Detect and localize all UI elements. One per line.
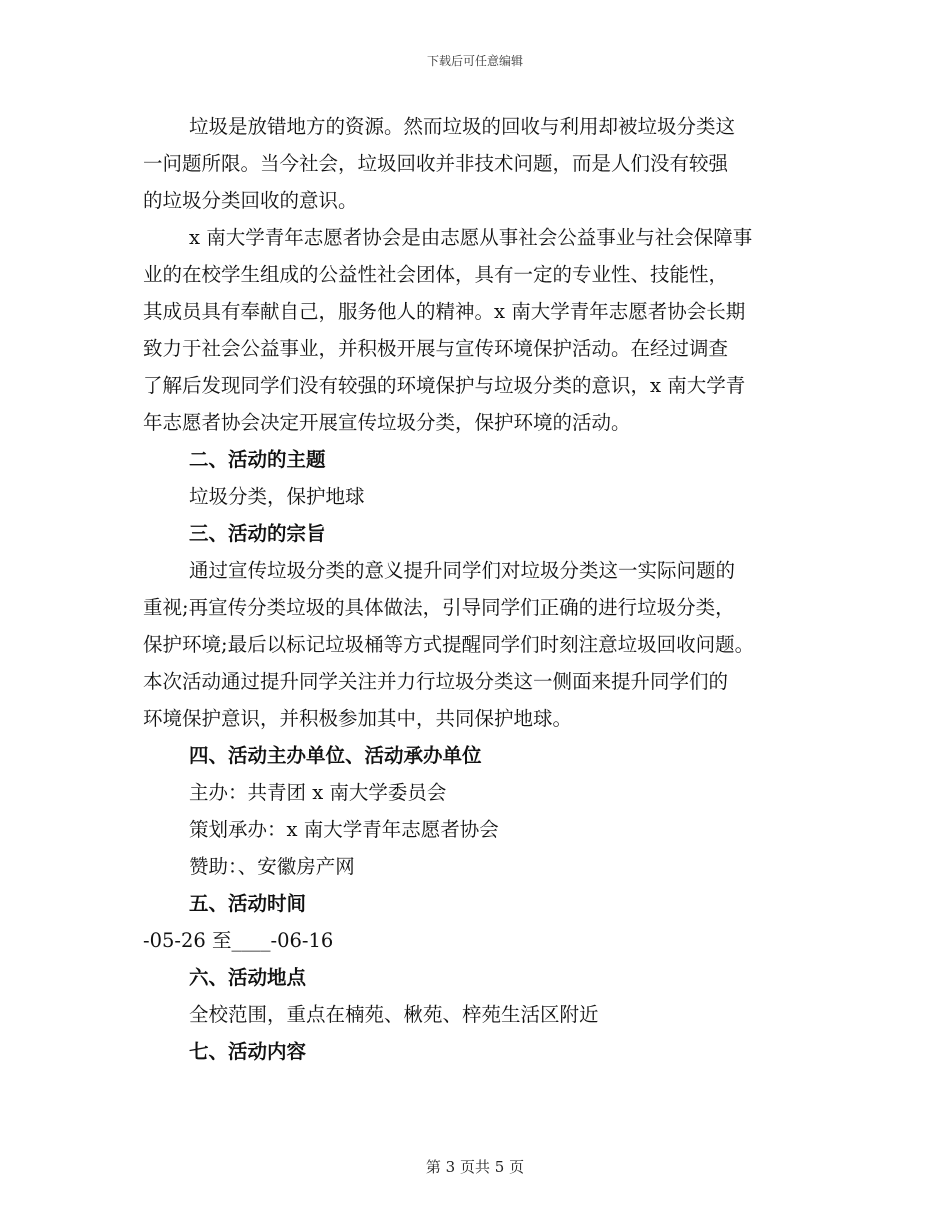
paragraph-line: 通过宣传垃圾分类的意义提升同学们对垃圾分类这一实际问题的: [189, 559, 736, 582]
paragraph-line: 重视;再宣传分类垃圾的具体做法，引导同学们正确的进行垃圾分类，: [143, 596, 735, 619]
section-heading-purpose: 三、活动的宗旨: [189, 522, 326, 545]
paragraph-line: 致力于社会公益事业，并积极开展与宣传环境保护活动。在经过调查: [143, 337, 729, 360]
paragraph-line: 主办：共青团 x 南大学委员会: [189, 781, 447, 804]
paragraph-line: 策划承办：x 南大学青年志愿者协会: [189, 818, 499, 841]
section-heading-organizers: 四、活动主办单位、活动承办单位: [189, 744, 482, 767]
section-heading-content: 七、活动内容: [189, 1040, 307, 1063]
paragraph-line: x 南大学青年志愿者协会是由志愿从事社会公益事业与社会保障事: [189, 226, 753, 249]
paragraph-line: 环境保护意识，并积极参加其中，共同保护地球。: [143, 707, 573, 730]
paragraph-line: 业的在校学生组成的公益性社会团体，具有一定的专业性、技能性，: [143, 263, 729, 286]
paragraph-line: 年志愿者协会决定开展宣传垃圾分类，保护环境的活动。: [143, 411, 631, 434]
paragraph-line: 本次活动通过提升同学关注并力行垃圾分类这一侧面来提升同学们的: [143, 670, 729, 693]
paragraph-line: 全校范围，重点在楠苑、楸苑、梓苑生活区附近: [189, 1003, 599, 1026]
paragraph-line: 其成员具有奉献自己，服务他人的精神。x 南大学青年志愿者协会长期: [143, 300, 746, 323]
paragraph-line: 垃圾是放错地方的资源。然而垃圾的回收与利用却被垃圾分类这: [189, 115, 736, 138]
page-header: 下载后可任意编辑: [426, 54, 523, 68]
document-body: [143, 108, 818, 1070]
paragraph-line: 的垃圾分类回收的意识。: [143, 189, 358, 212]
paragraph-line: 保护环境;最后以标记垃圾桶等方式提醒同学们时刻注意垃圾回收问题。: [143, 633, 755, 656]
paragraph-line: 一问题所限。当今社会，垃圾回收并非技术问题，而是人们没有较强: [143, 152, 729, 175]
section-heading-time: 五、活动时间: [189, 892, 307, 915]
paragraph-line: -05-26 至____-06-16: [143, 929, 334, 952]
paragraph-line: 了解后发现同学们没有较强的环境保护与垃圾分类的意识，x 南大学青: [143, 374, 746, 397]
paragraph-line: 垃圾分类，保护地球: [189, 485, 365, 508]
section-heading-theme: 二、活动的主题: [189, 448, 326, 471]
section-heading-location: 六、活动地点: [189, 966, 307, 989]
paragraph-line: 赞助：、安徽房产网: [189, 855, 355, 878]
page-footer: 第 3 页共 5 页: [425, 1158, 525, 1176]
